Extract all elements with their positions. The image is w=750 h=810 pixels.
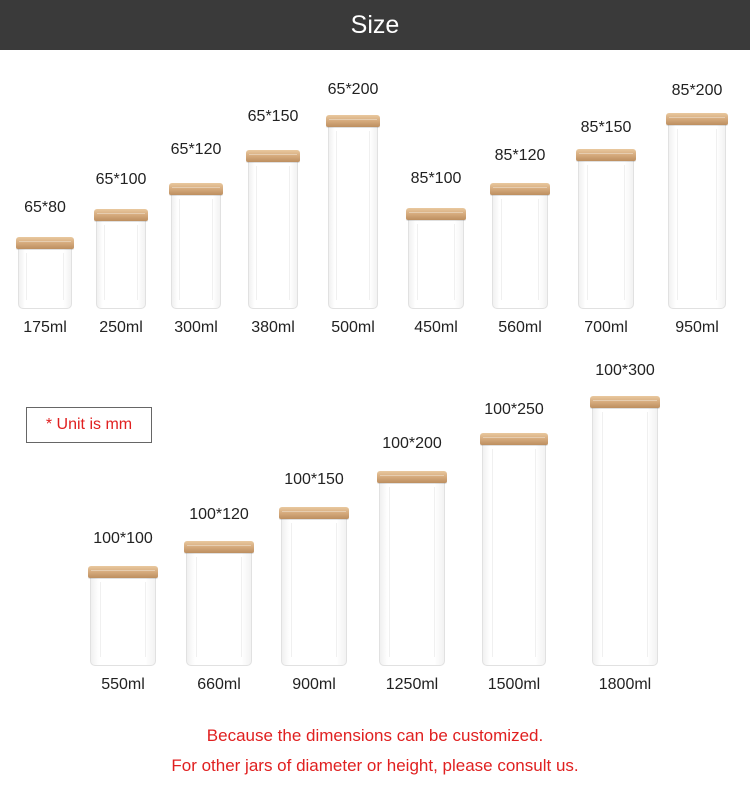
jar-dimension: 85*120 — [494, 147, 546, 164]
size-header — [0, 0, 750, 50]
jar-65x100 — [95, 171, 147, 336]
jar-100x100 — [90, 530, 156, 693]
jar-volume: 175ml — [23, 319, 67, 336]
jar-glass — [248, 160, 298, 309]
jar-lid — [326, 115, 380, 127]
jar-65x150 — [247, 108, 299, 336]
jar-volume: 1500ml — [487, 676, 541, 693]
jar-lid — [184, 541, 254, 553]
unit-note — [26, 407, 152, 443]
jar-volume: 450ml — [414, 319, 458, 336]
jar-dimension: 65*80 — [24, 199, 66, 216]
jar-lid — [169, 183, 223, 195]
jar-85x150 — [578, 119, 634, 336]
jar-volume: 660ml — [197, 676, 241, 693]
jar-volume: 950ml — [675, 319, 719, 336]
jar-glass — [408, 218, 464, 309]
jar-volume: 1250ml — [385, 676, 439, 693]
jar-lid — [377, 471, 447, 483]
jar-lid — [88, 566, 158, 578]
jar-glass — [328, 125, 378, 309]
jar-100x250 — [482, 401, 546, 693]
jar-65x80 — [18, 199, 72, 336]
jar-85x120 — [492, 147, 548, 336]
jar-dimension: 100*120 — [189, 506, 249, 523]
jar-dimension: 100*300 — [595, 362, 655, 379]
header-title: Size — [350, 10, 400, 39]
jar-lid — [590, 396, 660, 408]
jar-dimension: 100*250 — [484, 401, 544, 418]
jar-glass — [592, 406, 658, 666]
jar-glass — [492, 193, 548, 309]
footer-note-line-1: Because the dimensions can be customized. — [206, 726, 544, 745]
jar-volume: 1800ml — [598, 676, 652, 693]
jar-100x150 — [281, 471, 347, 693]
jar-glass — [668, 123, 726, 309]
jar-dimension: 85*100 — [410, 170, 462, 187]
jar-dimension: 65*150 — [247, 108, 299, 125]
jar-lid — [94, 209, 148, 221]
jar-lid — [279, 507, 349, 519]
jar-lid — [406, 208, 466, 220]
jar-dimension: 100*100 — [93, 530, 153, 547]
jar-lid — [490, 183, 550, 195]
footer-note-line-2: For other jars of diameter or height, please consult us. — [171, 756, 579, 775]
jar-100x300 — [592, 362, 658, 693]
unit-note-text: * Unit is mm — [45, 416, 133, 433]
jar-volume: 500ml — [331, 319, 375, 336]
jar-dimension: 85*150 — [580, 119, 632, 136]
jar-glass — [379, 481, 445, 666]
jar-lid — [666, 113, 728, 125]
jar-dimension: 100*200 — [382, 435, 442, 452]
jar-dimension: 65*120 — [170, 141, 222, 158]
jar-volume: 550ml — [101, 676, 145, 693]
jar-lid — [576, 149, 636, 161]
jar-volume: 300ml — [174, 319, 218, 336]
jar-dimension: 65*200 — [327, 81, 379, 98]
jar-dimension: 65*100 — [95, 171, 147, 188]
jar-glass — [171, 193, 221, 309]
jar-100x120 — [186, 506, 252, 693]
jar-dimension: 100*150 — [284, 471, 344, 488]
jar-volume: 900ml — [292, 676, 336, 693]
jar-glass — [281, 517, 347, 666]
jar-85x200 — [668, 82, 726, 336]
jar-volume: 560ml — [498, 319, 542, 336]
jar-glass — [482, 443, 546, 666]
jar-volume: 700ml — [584, 319, 628, 336]
jar-100x200 — [379, 435, 445, 693]
jar-85x100 — [408, 170, 464, 336]
jar-dimension: 85*200 — [671, 82, 723, 99]
jar-glass — [96, 219, 146, 309]
jar-volume: 380ml — [251, 319, 295, 336]
jar-glass — [18, 247, 72, 309]
jar-volume: 250ml — [99, 319, 143, 336]
jar-65x200 — [327, 81, 379, 336]
jar-lid — [16, 237, 74, 249]
jar-glass — [578, 159, 634, 309]
jar-lid — [246, 150, 300, 162]
jar-glass — [90, 576, 156, 666]
jar-glass — [186, 551, 252, 666]
jar-lid — [480, 433, 548, 445]
jar-65x120 — [170, 141, 222, 336]
